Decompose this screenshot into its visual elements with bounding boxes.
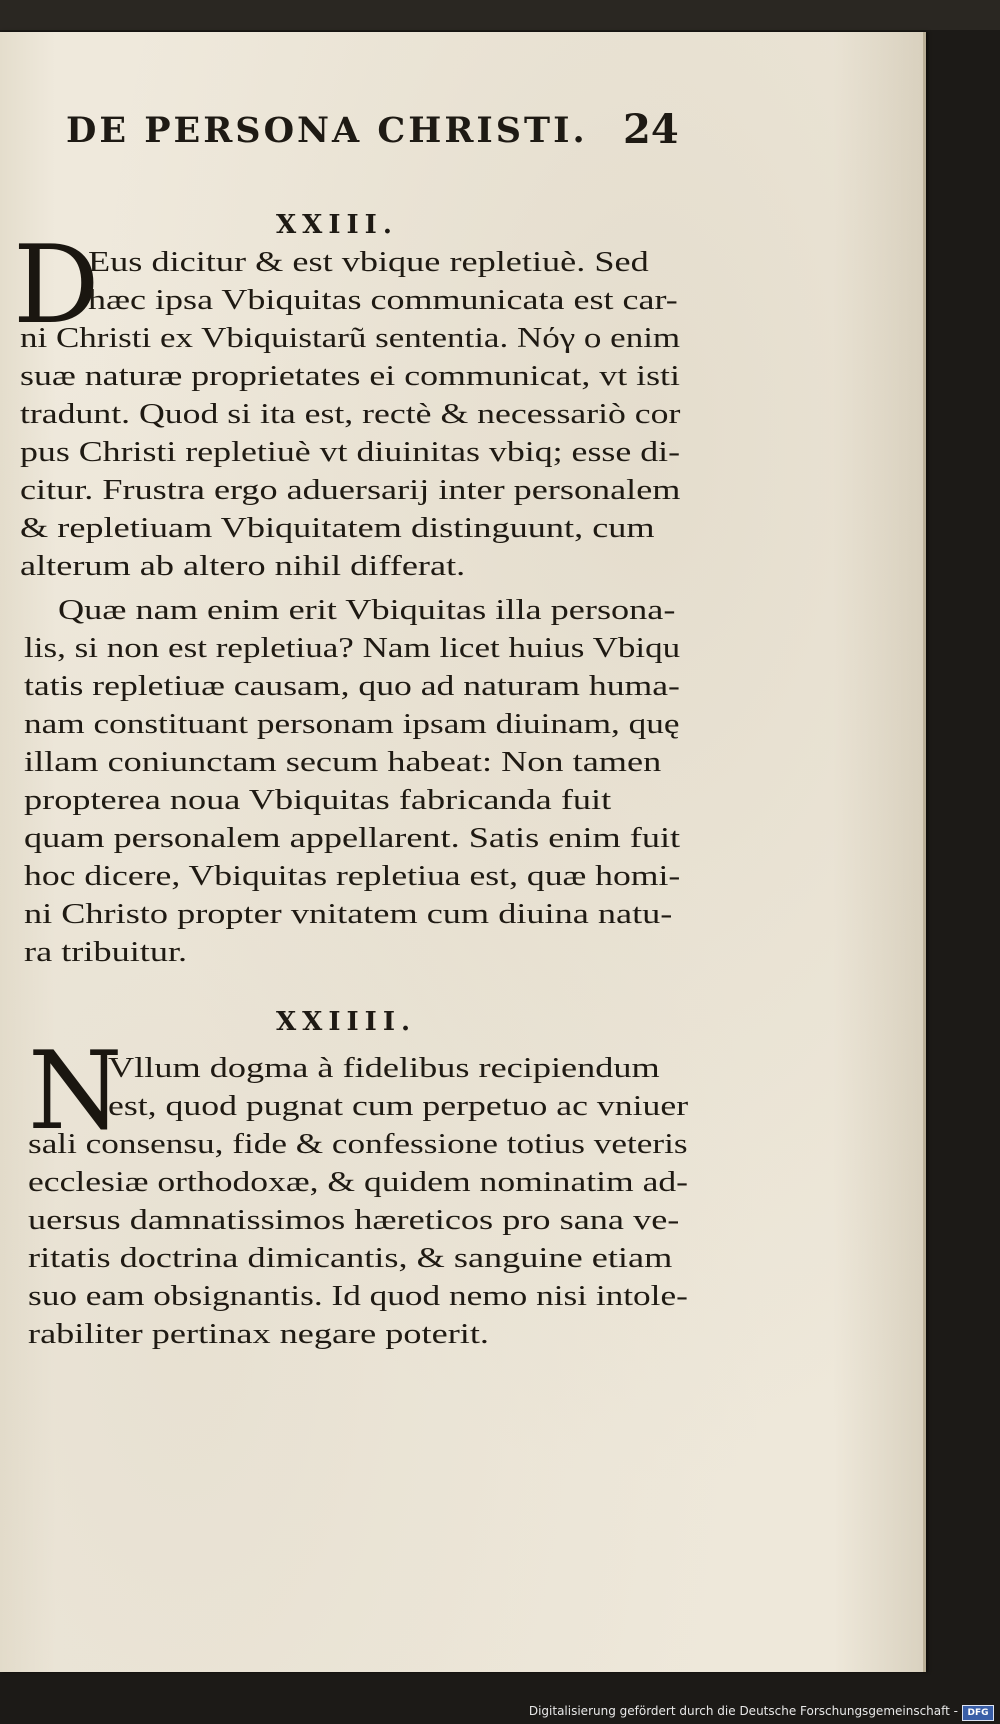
scanner-top-strip bbox=[0, 0, 1000, 30]
footer-credit: Digitalisierung gefördert durch die Deutsche Forschungsgemeinschaft - bbox=[528, 1704, 958, 1718]
text-line: tradunt. Quod si ita est, rectè & necessariò cor bbox=[20, 398, 681, 430]
text-line: Quæ nam enim erit Vbiquitas illa persona- bbox=[58, 594, 676, 626]
text-line: ni Christo propter vnitatem cum diuina natu- bbox=[24, 898, 673, 930]
text-line: sali consensu, fide & confessione totius veteris bbox=[28, 1128, 688, 1160]
text-line: ni Christi ex Vbiquistarũ sententia. Νόγ ο enim bbox=[20, 322, 681, 354]
running-head: DE PERSONA CHRISTI. bbox=[66, 110, 588, 151]
text-line: ra tribuitur. bbox=[24, 936, 188, 968]
section-number-23: XXIII. bbox=[276, 210, 398, 240]
text-line: lis, si non est repletiua? Nam licet huius Vbiqu bbox=[24, 632, 681, 664]
text-line: ecclesiæ orthodoxæ, & quidem nominatim ad- bbox=[28, 1166, 689, 1198]
text-line: alterum ab altero nihil differat. bbox=[20, 550, 466, 582]
text-line: tatis repletiuæ causam, quo ad naturam huma- bbox=[24, 670, 680, 702]
text-line: propterea noua Vbiquitas fabricanda fuit bbox=[24, 784, 612, 816]
book-page bbox=[0, 32, 926, 1672]
dfg-logo: DFG bbox=[962, 1705, 994, 1721]
text-line: uersus damnatissimos hæreticos pro sana ve- bbox=[28, 1204, 680, 1236]
text-line: nam constituant personam ipsam diuinam, quę bbox=[24, 708, 680, 740]
section-number-24: XXIIII. bbox=[276, 1007, 417, 1037]
text-line: citur. Frustra ergo aduersarij inter personalem bbox=[20, 474, 681, 506]
drop-cap-n: N bbox=[28, 1029, 123, 1154]
text-line: suæ naturæ proprietates ei communicat, vt isti bbox=[20, 360, 680, 392]
text-line: Eus dicitur & est vbique repletiuè. Sed bbox=[88, 246, 649, 278]
page-edge bbox=[923, 32, 926, 1672]
text-line: & repletiuam Vbiquitatem distinguunt, cum bbox=[20, 512, 655, 544]
text-line: hoc dicere, Vbiquitas repletiua est, quæ homi- bbox=[24, 860, 681, 892]
text-line: quam personalem appellarent. Satis enim fuit bbox=[24, 822, 681, 854]
text-line: hæc ipsa Vbiquitas communicata est car- bbox=[88, 284, 678, 316]
page-number: 24 bbox=[623, 106, 679, 153]
text-line: suo eam obsignantis. Id quod nemo nisi intole- bbox=[28, 1280, 688, 1312]
text-line: ritatis doctrina dimicantis, & sanguine etiam bbox=[28, 1242, 673, 1274]
text-line: illam coniunctam secum habeat: Non tamen bbox=[24, 746, 662, 778]
text-line: rabiliter pertinax negare poterit. bbox=[28, 1318, 489, 1350]
text-line: est, quod pugnat cum perpetuo ac vniuer bbox=[108, 1090, 689, 1122]
text-line: Vllum dogma à fidelibus recipiendum bbox=[108, 1052, 660, 1084]
drop-cap-d: D bbox=[13, 223, 100, 348]
text-line: pus Christi repletiuè vt diuinitas vbiq; esse di- bbox=[20, 436, 681, 468]
